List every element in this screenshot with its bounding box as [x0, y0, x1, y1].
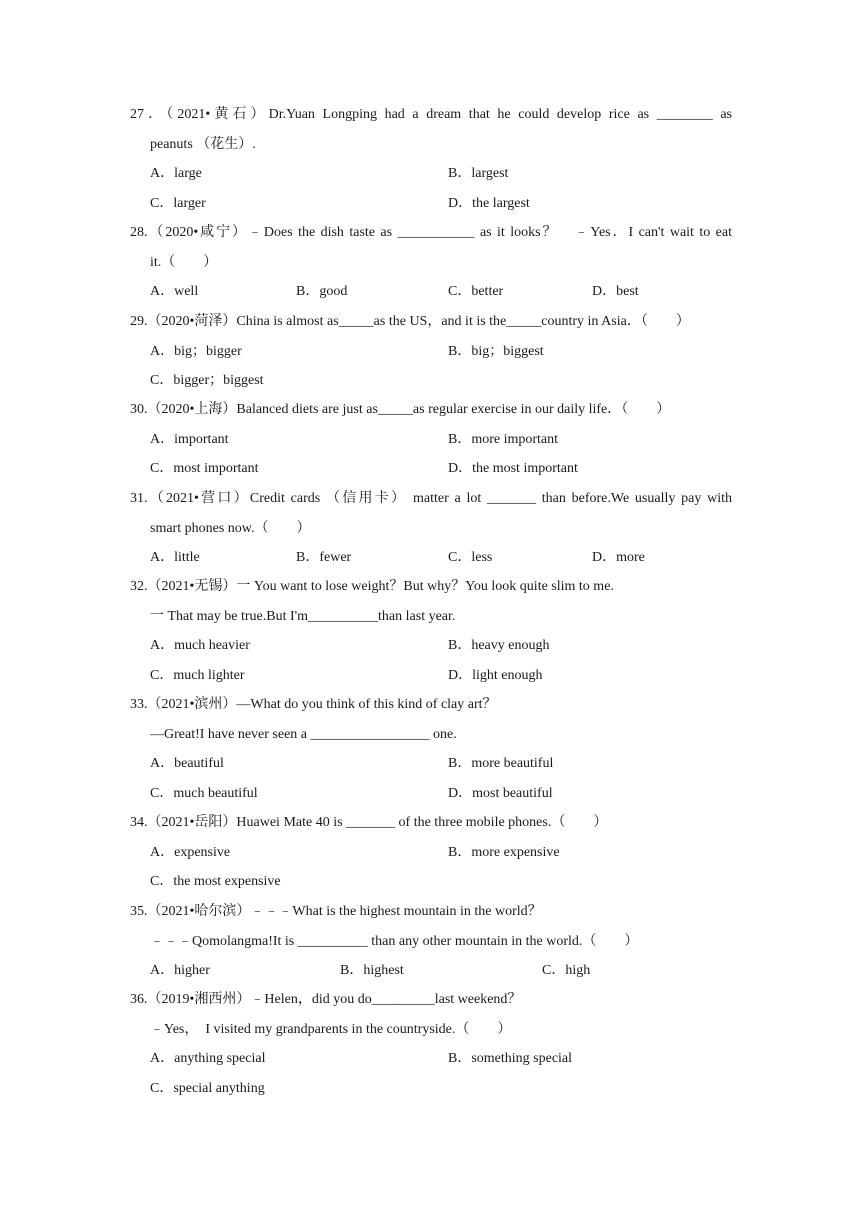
question-stem-line: 35.（2021•哈尔滨）﹣﹣﹣What is the highest mountain in the world？ — [130, 904, 542, 919]
options-row — [130, 631, 732, 661]
question-stem-line: 36.（2019•湘西州）﹣Helen，did you do_________last weekend？ — [130, 992, 522, 1007]
question-stem-line: 32.（2021•无锡）一 You want to lose weight？But why？You look quite slim to me. — [130, 579, 614, 594]
option-a[interactable]: A．anything special — [150, 1051, 266, 1067]
option-b[interactable]: B．highest — [340, 963, 404, 979]
option-c[interactable]: C．better — [448, 284, 504, 300]
question-stem-line: ﹣﹣﹣Qomolangma!It is __________ than any other mountain in the world.（ ） — [150, 933, 639, 949]
option-c[interactable]: C．bigger；biggest — [150, 373, 264, 389]
question-stem-line: 31.（2021•营口）Credit cards （信用卡） matter a lot _______ than before.We usually pay with — [130, 491, 732, 506]
question-29 — [130, 307, 732, 396]
options-row — [130, 661, 732, 691]
option-d[interactable]: D．best — [592, 284, 639, 300]
option-b[interactable]: B．big；biggest — [448, 343, 544, 359]
question-stem-line: peanuts （花生）. — [150, 136, 256, 152]
question-stem-line: 28.（2020•咸宁）﹣Does the dish taste as ___________ as it looks？ ﹣Yes．I can't wait to eat — [130, 225, 732, 240]
options-row — [130, 867, 732, 897]
option-a[interactable]: A．much heavier — [150, 638, 250, 654]
question-stem-line: 29.（2020•菏泽）China is almost as_____as the US，and it is the_____country in Asia．（ ） — [130, 314, 690, 329]
option-c[interactable]: C．much beautiful — [150, 785, 258, 801]
question-stem-line: 34.（2021•岳阳）Huawei Mate 40 is _______ of the three mobile phones.（ ） — [130, 815, 608, 830]
options-row — [130, 779, 732, 809]
question-32 — [130, 572, 732, 690]
option-c[interactable]: C．larger — [150, 195, 206, 211]
question-stem-line: —Great!I have never seen a _________________ one. — [150, 726, 457, 742]
question-stem-line: it.（ ） — [150, 254, 218, 270]
option-b[interactable]: B．more beautiful — [448, 756, 554, 772]
options-row — [130, 1044, 732, 1074]
question-stem-line: smart phones now.（ ） — [150, 520, 311, 536]
options-row — [130, 337, 732, 367]
options-row — [130, 454, 732, 484]
option-a[interactable]: A．little — [150, 550, 200, 566]
option-b[interactable]: B．more expensive — [448, 844, 560, 860]
option-a[interactable]: A．important — [150, 431, 229, 447]
options-row — [130, 277, 732, 307]
question-stem-line: 30.（2020•上海）Balanced diets are just as_____as regular exercise in our daily life．（ ） — [130, 402, 671, 417]
question-36 — [130, 985, 732, 1103]
option-b[interactable]: B．something special — [448, 1051, 573, 1067]
options-row — [130, 956, 732, 986]
question-27 — [130, 100, 732, 218]
option-b[interactable]: B．largest — [448, 166, 509, 182]
option-c[interactable]: C．special anything — [150, 1080, 265, 1096]
question-30 — [130, 395, 732, 484]
option-a[interactable]: A．beautiful — [150, 756, 224, 772]
question-stem-line: 33.（2021•滨州）—What do you think of this kind of clay art？ — [130, 697, 497, 712]
option-a[interactable]: A．higher — [150, 963, 210, 979]
options-row — [130, 838, 732, 868]
option-b[interactable]: B．fewer — [296, 550, 352, 566]
option-d[interactable]: D．the most important — [448, 461, 578, 477]
question-33 — [130, 690, 732, 808]
option-d[interactable]: D．most beautiful — [448, 785, 553, 801]
options-row — [130, 749, 732, 779]
option-b[interactable]: B．heavy enough — [448, 638, 550, 654]
option-c[interactable]: C．most important — [150, 461, 259, 477]
option-c[interactable]: C．less — [448, 550, 493, 566]
question-31 — [130, 484, 732, 573]
option-d[interactable]: D．the largest — [448, 195, 530, 211]
question-35 — [130, 897, 732, 986]
option-d[interactable]: D．more — [592, 550, 645, 566]
options-row — [130, 425, 732, 455]
question-28 — [130, 218, 732, 307]
option-a[interactable]: A．big；bigger — [150, 343, 242, 359]
option-b[interactable]: B．more important — [448, 431, 559, 447]
question-stem-line: 27．（2021•黄石）Dr.Yuan Longping had a dream that he could develop rice as ________ as — [130, 107, 732, 122]
options-row — [130, 189, 732, 219]
option-b[interactable]: B．good — [296, 284, 348, 300]
question-stem-line: ﹣Yes， I visited my grandparents in the countryside.（ ） — [150, 1021, 512, 1037]
options-row — [130, 159, 732, 189]
question-stem-line: 一 That may be true.But I'm__________than last year. — [150, 608, 456, 624]
option-a[interactable]: A．expensive — [150, 844, 231, 860]
option-a[interactable]: A．large — [150, 166, 202, 182]
options-row — [130, 366, 732, 396]
option-c[interactable]: C．high — [542, 963, 591, 979]
options-row — [130, 1074, 732, 1104]
option-d[interactable]: D．light enough — [448, 667, 543, 683]
options-row — [130, 543, 732, 573]
option-a[interactable]: A．well — [150, 284, 199, 300]
question-34 — [130, 808, 732, 897]
option-c[interactable]: C．the most expensive — [150, 874, 281, 890]
option-c[interactable]: C．much lighter — [150, 667, 245, 683]
